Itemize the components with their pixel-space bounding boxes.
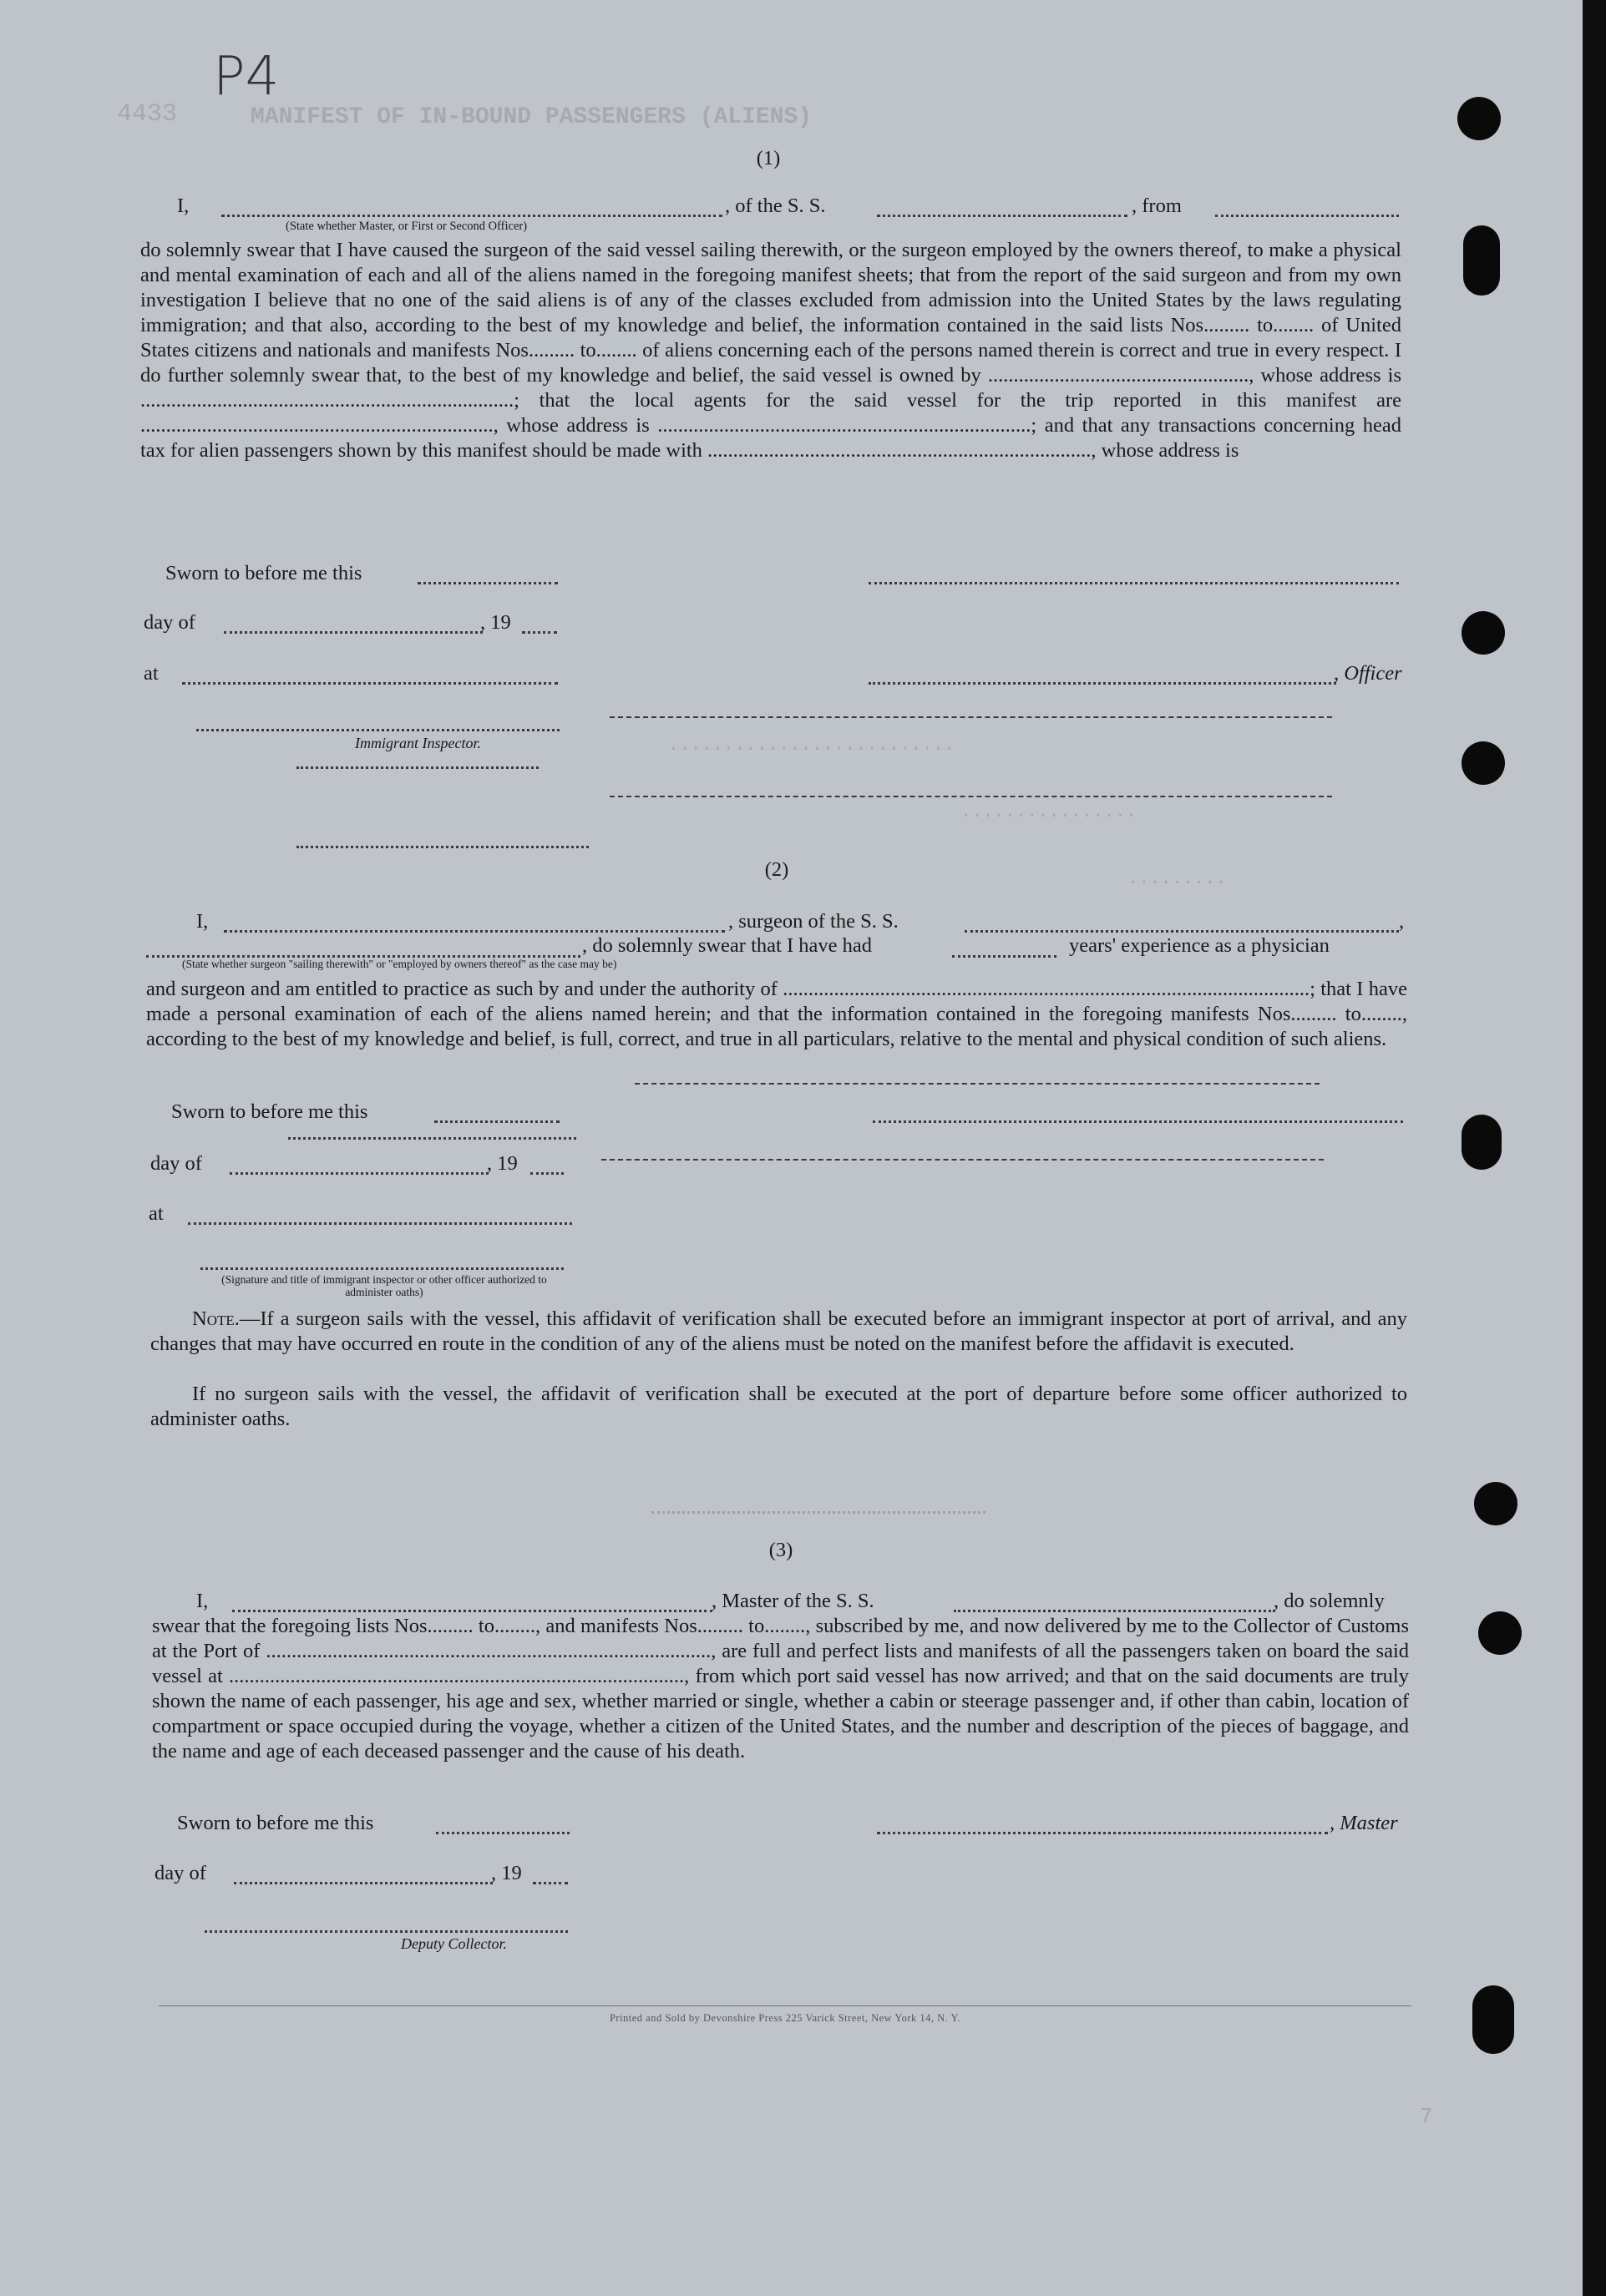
- oath-signature-line: [200, 1267, 564, 1270]
- year-label: , 19: [491, 1862, 522, 1884]
- note-text: —If a surgeon sails with the vessel, this affidavit of verification shall be executed before an immigrant inspector at port of arrival, and any changes that may have occurred en route in the condition of any of the aliens must be noted on the manifest before the affidavit is executed.: [150, 1307, 1407, 1355]
- intro-mid: , of the S. S.: [725, 195, 826, 217]
- line2-mid: , do solemnly swear that I have had: [582, 934, 872, 957]
- punch-hole: [1457, 97, 1501, 140]
- fill-line: [869, 682, 1336, 685]
- fill-line: [224, 631, 483, 634]
- sworn-label: Sworn to before me this: [165, 562, 362, 584]
- typed-line: [635, 1083, 1320, 1085]
- section-number: (3): [768, 1539, 793, 1561]
- day-of-label: day of: [155, 1862, 206, 1884]
- fill-line: [1215, 215, 1399, 217]
- section-number: (2): [764, 858, 789, 881]
- fill-line: [952, 955, 1056, 958]
- fill-line: [224, 930, 725, 933]
- line2-end: years' experience as a physician: [1069, 934, 1330, 957]
- bleed-through-text: ................: [960, 802, 1137, 822]
- footer-rule: [159, 2005, 1411, 2006]
- scan-edge: [1583, 0, 1606, 2296]
- fill-line: [436, 1832, 570, 1834]
- surgeon-signature-line: [873, 1120, 1403, 1123]
- officer-label: , Officer: [1334, 662, 1402, 685]
- day-of-label: day of: [150, 1152, 202, 1175]
- surgeon-caption: (State whether surgeon "sailing therewith" or "employed by owners thereof" as the case may be): [182, 958, 617, 970]
- master-label: , Master: [1330, 1812, 1398, 1834]
- fill-line: [954, 1610, 1275, 1612]
- typed-dots: [296, 846, 589, 848]
- note-label: Note.: [192, 1307, 240, 1330]
- section-number: (1): [756, 147, 781, 169]
- inspector-signature-line: [196, 729, 560, 731]
- section3-body: swear that the foregoing lists Nos......... to........, and manifests Nos......... to........, subscribed by me, and now delivered by me to the Collector of Customs at the Port of ......................................................................................., are full and perfect lists and manifests of all the passengers taken on board the said vessel at ........................................................................................., from which port said vessel has now arrived; and that on the said documents are truly shown the name of each passenger, his age and sex, whether married or single, whether a cabin or steerage passenger and, if other than cabin, location of compartment or space occupied during the voyage, whether a citizen of the United States, and the number and description of the pieces of baggage, and the name and age of each deceased passenger and the cause of his death.: [152, 1615, 1409, 1762]
- sworn-label: Sworn to before me this: [177, 1812, 374, 1834]
- bleed-through-text: ..........................: [668, 735, 955, 756]
- sworn-label: Sworn to before me this: [171, 1100, 368, 1123]
- deputy-label: Deputy Collector.: [401, 1935, 507, 1952]
- intro-mid: , surgeon of the S. S.: [728, 910, 899, 933]
- punch-hole: [1478, 1611, 1522, 1655]
- fill-line: [182, 682, 558, 685]
- printer-imprint: Printed and Sold by Devonshire Press 225 Varick Street, New York 14, N. Y.: [609, 2012, 961, 2024]
- typed-line: [601, 1159, 1324, 1161]
- intro-end: , from: [1132, 195, 1182, 217]
- intro-end: , do solemnly: [1274, 1590, 1385, 1612]
- officer-signature-line: [869, 582, 1399, 584]
- punch-hole: [1462, 1115, 1502, 1170]
- punch-hole: [1462, 611, 1505, 655]
- day-of-label: day of: [144, 611, 195, 634]
- fill-line: [533, 1882, 568, 1884]
- fill-line: [221, 215, 722, 217]
- fill-line: [234, 1882, 493, 1884]
- note-paragraph: [150, 1307, 1407, 1357]
- fill-line: [188, 1222, 572, 1225]
- bleed-through-dots: [651, 1511, 985, 1514]
- intro-prefix: I,: [196, 1590, 209, 1612]
- punch-hole: [1463, 225, 1500, 296]
- fill-line: [877, 215, 1127, 217]
- master-signature-line: [877, 1832, 1328, 1834]
- fill-line: [230, 1172, 489, 1175]
- note-paragraph-2: If no surgeon sails with the vessel, the affidavit of verification shall be executed at the port of departure before some officer authorized to administer oaths.: [150, 1383, 1407, 1430]
- section1-body: do solemnly swear that I have caused the surgeon of the said vessel sailing therewith, or the surgeon employed by the owners thereof, to make a physical and mental examination of each and all of the aliens named in the foregoing manifest sheets; that from the report of the said surgeon and from my own investigation I believe that no one of the said aliens is of any of the classes excluded from admission into the United States by the laws regulating immigration; and that also, according to the best of my knowledge and belief, the information contained in the said lists Nos......... to........ of United States citizens and nationals and manifests Nos......... to........ of aliens concerning each of the persons named therein is correct and true in every respect. I do further solemnly swear that, to the best of my knowledge and belief, the said vessel is owned by ..................................................., whose address is .........................................................................; that the local agents for the said vessel for the trip reported in this manifest are ....................................................................., whose address is .........................................................................; and that any transactions concerning head tax for alien passengers shown by this manifest should be made with ..........................................................................., whose address is: [140, 239, 1401, 462]
- intro-prefix: I,: [177, 195, 190, 217]
- handwritten-annotation: P4: [213, 46, 280, 108]
- bleed-through-text: .........: [1127, 868, 1227, 889]
- at-label: at: [149, 1202, 164, 1225]
- oath-caption: (Signature and title of immigrant inspector or other officer authorized to administer oaths): [221, 1273, 547, 1298]
- typed-dots: [296, 766, 539, 769]
- section2-body: and surgeon and am entitled to practice as such by and under the authority of .......................................................................................................; that I have made a personal examination of each of the aliens named herein; and that the information contained in the foregoing manifests Nos......... to........, according to the best of my knowledge and belief, is full, correct, and true in all particulars, relative to the mental and physical condition of such aliens.: [146, 978, 1407, 1050]
- bleed-through-text: MANIFEST OF IN-BOUND PASSENGERS (ALIENS): [251, 104, 813, 130]
- bleed-through-text: 4433: [117, 100, 178, 129]
- fill-line: [522, 631, 557, 634]
- intro-mid: , Master of the S. S.: [712, 1590, 874, 1612]
- deputy-signature-line: [205, 1930, 568, 1933]
- inspector-label: Immigrant Inspector.: [355, 735, 481, 751]
- at-label: at: [144, 662, 159, 685]
- punch-hole: [1474, 1482, 1517, 1525]
- intro-prefix: I,: [196, 910, 209, 933]
- comma: ,: [1399, 910, 1405, 933]
- fill-line: [418, 582, 558, 584]
- typed-line: [610, 796, 1332, 797]
- year-label: , 19: [487, 1152, 518, 1175]
- fill-line: [530, 1172, 564, 1175]
- fill-line: [965, 930, 1399, 933]
- fill-line: [434, 1120, 560, 1123]
- typed-line: [610, 716, 1332, 718]
- officer-caption: (State whether Master, or First or Second Officer): [286, 220, 528, 233]
- bleed-through-stamp: 7: [1420, 2104, 1433, 2129]
- typed-dots: [288, 1137, 576, 1140]
- fill-line: [232, 1610, 712, 1612]
- punch-hole: [1462, 741, 1505, 785]
- year-label: , 19: [480, 611, 511, 634]
- punch-hole: [1472, 1985, 1514, 2054]
